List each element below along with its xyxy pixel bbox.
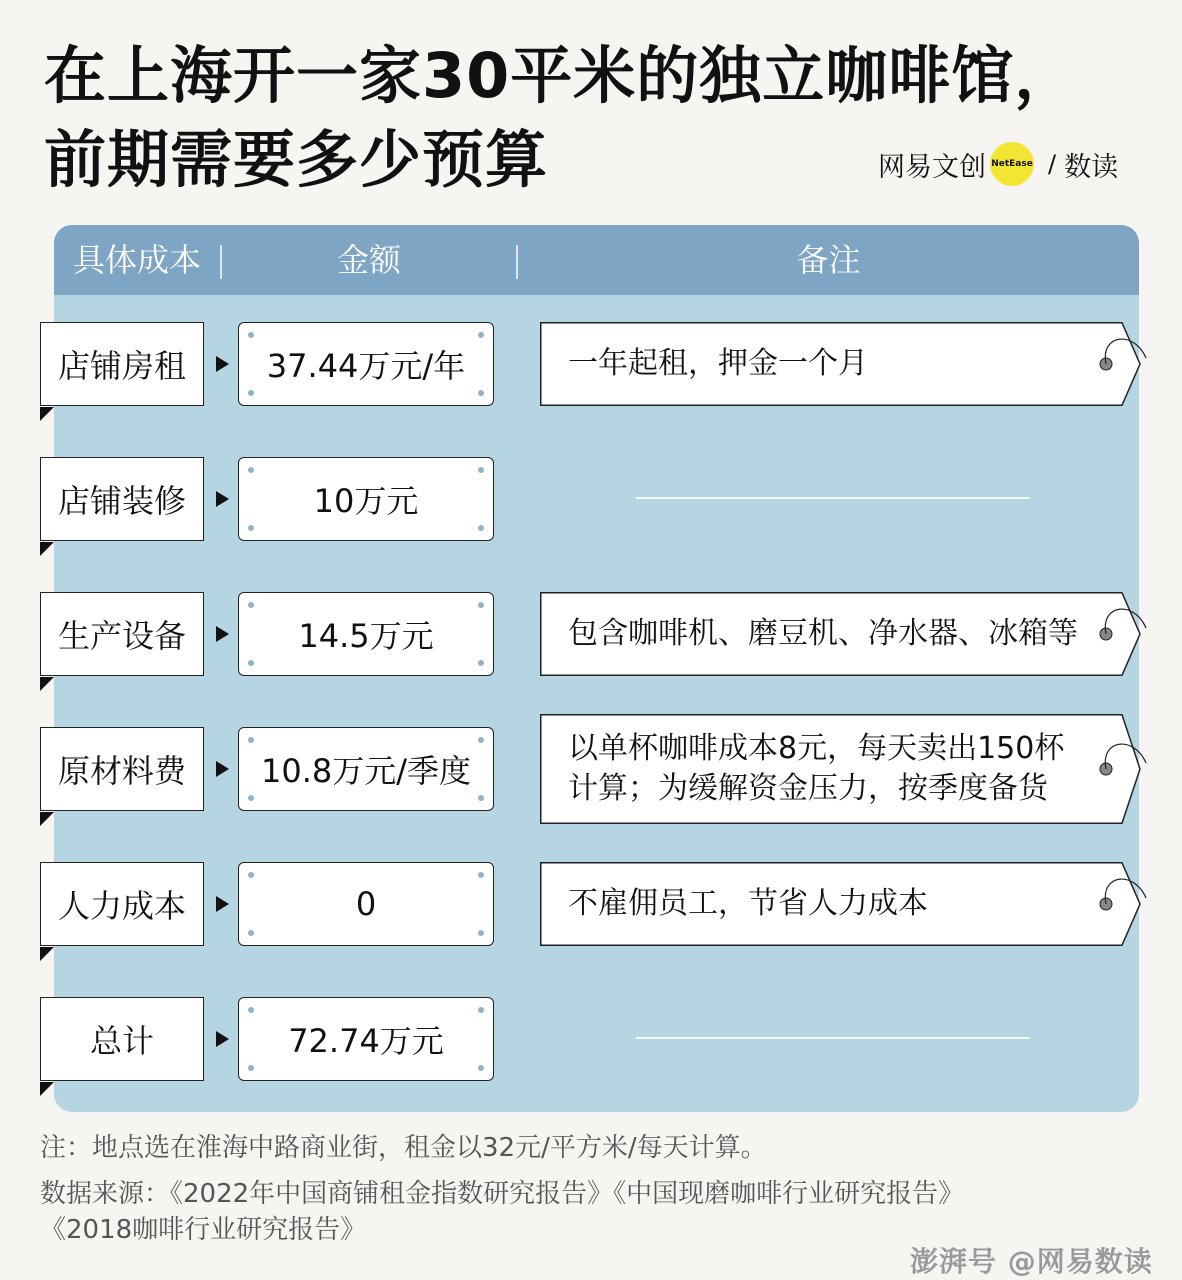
title-line-2: 前期需要多少预算 (44, 123, 549, 196)
ticket-dot-icon (248, 390, 254, 396)
ticket-dot-icon (478, 737, 484, 743)
cost-amount-value: 10万元 (313, 482, 419, 520)
cost-amount-value: 10.8万元/季度 (260, 752, 472, 790)
cost-amount (238, 592, 494, 676)
row-arrow-icon (216, 761, 229, 777)
ticket-dot-icon (478, 467, 484, 473)
empty-note-line (636, 497, 1030, 499)
cost-label: 生产设备 (40, 592, 204, 676)
cost-amount-value: 0 (355, 885, 377, 923)
cost-amount (238, 862, 494, 946)
cost-amount-value: 14.5万元 (298, 617, 434, 655)
ticket-dot-icon (478, 332, 484, 338)
cost-amount (238, 457, 494, 541)
note-text (568, 614, 1148, 654)
cost-label: 原材料费 (40, 727, 204, 811)
row-arrow-icon (216, 1031, 229, 1047)
ticket-dot-icon (478, 930, 484, 936)
ticket-dot-icon (248, 602, 254, 608)
note-tag (540, 862, 1158, 946)
ticket-dot-icon (478, 795, 484, 801)
brand-badge: NetEase (990, 142, 1034, 186)
ticket-dot-icon (478, 872, 484, 878)
header-amount: 金额 (336, 241, 401, 279)
ticket-dot-icon (248, 872, 254, 878)
brand-sub: 数读 (1064, 151, 1119, 183)
cost-amount-value: 37.44万元/年 (266, 347, 466, 385)
table-header (54, 225, 1139, 295)
watermark: 澎湃号 @网易数读 (910, 1245, 1153, 1278)
cost-label: 总计 (40, 997, 204, 1081)
brand-separator: / (1048, 150, 1057, 178)
note-tag (540, 714, 1158, 824)
ticket-dot-icon (478, 660, 484, 666)
ticket-dot-icon (248, 795, 254, 801)
cost-amount-value: 72.74万元 (288, 1022, 444, 1060)
row-arrow-icon (216, 626, 229, 642)
brand-logo (878, 140, 1118, 188)
note-text (568, 344, 938, 384)
row-arrow-icon (216, 491, 229, 507)
cost-amount (238, 997, 494, 1081)
title-line-1: 在上海开一家30平米的独立咖啡馆， (44, 39, 1078, 112)
source-line-2: 《2018咖啡行业研究报告》 (40, 1215, 367, 1245)
note-line: 一年起租，押金一个月 (568, 346, 868, 381)
ticket-dot-icon (478, 1007, 484, 1013)
ticket-dot-icon (248, 930, 254, 936)
row-arrow-icon (216, 356, 229, 372)
footnote: 注：地点选在淮海中路商业街，租金以32元/平方米/每天计算。 (40, 1133, 767, 1163)
empty-note-line (636, 1037, 1030, 1039)
cost-label: 店铺装修 (40, 457, 204, 541)
cost-amount (238, 727, 494, 811)
ticket-dot-icon (248, 1065, 254, 1071)
cost-label: 人力成本 (40, 862, 204, 946)
cost-amount (238, 322, 494, 406)
note-line: 包含咖啡机、磨豆机、净水器、冰箱等 (568, 616, 1078, 651)
note-tag (540, 592, 1158, 676)
brand-name: 网易文创 (878, 151, 986, 183)
ticket-dot-icon (478, 602, 484, 608)
header-cost-type: 具体成本 (72, 241, 201, 279)
ticket-dot-icon (478, 1065, 484, 1071)
source-line-1: 数据来源：《2022年中国商铺租金指数研究报告》《中国现磨咖啡行业研究报告》 (40, 1179, 965, 1209)
note-tag (540, 322, 1158, 406)
ticket-dot-icon (248, 525, 254, 531)
note-line: 计算；为缓解资金压力，按季度备货 (568, 771, 1048, 806)
note-text (568, 729, 1134, 809)
cost-label: 店铺房租 (40, 322, 204, 406)
ticket-dot-icon (248, 737, 254, 743)
ticket-dot-icon (478, 390, 484, 396)
ticket-dot-icon (248, 332, 254, 338)
note-text (568, 884, 998, 924)
note-line: 不雇佣员工，节省人力成本 (568, 886, 928, 921)
row-arrow-icon (216, 896, 229, 912)
ticket-dot-icon (478, 525, 484, 531)
ticket-dot-icon (248, 467, 254, 473)
ticket-dot-icon (248, 1007, 254, 1013)
note-line: 以单杯咖啡成本8元，每天卖出150杯 (568, 731, 1065, 766)
header-note: 备注 (796, 241, 861, 279)
ticket-dot-icon (248, 660, 254, 666)
